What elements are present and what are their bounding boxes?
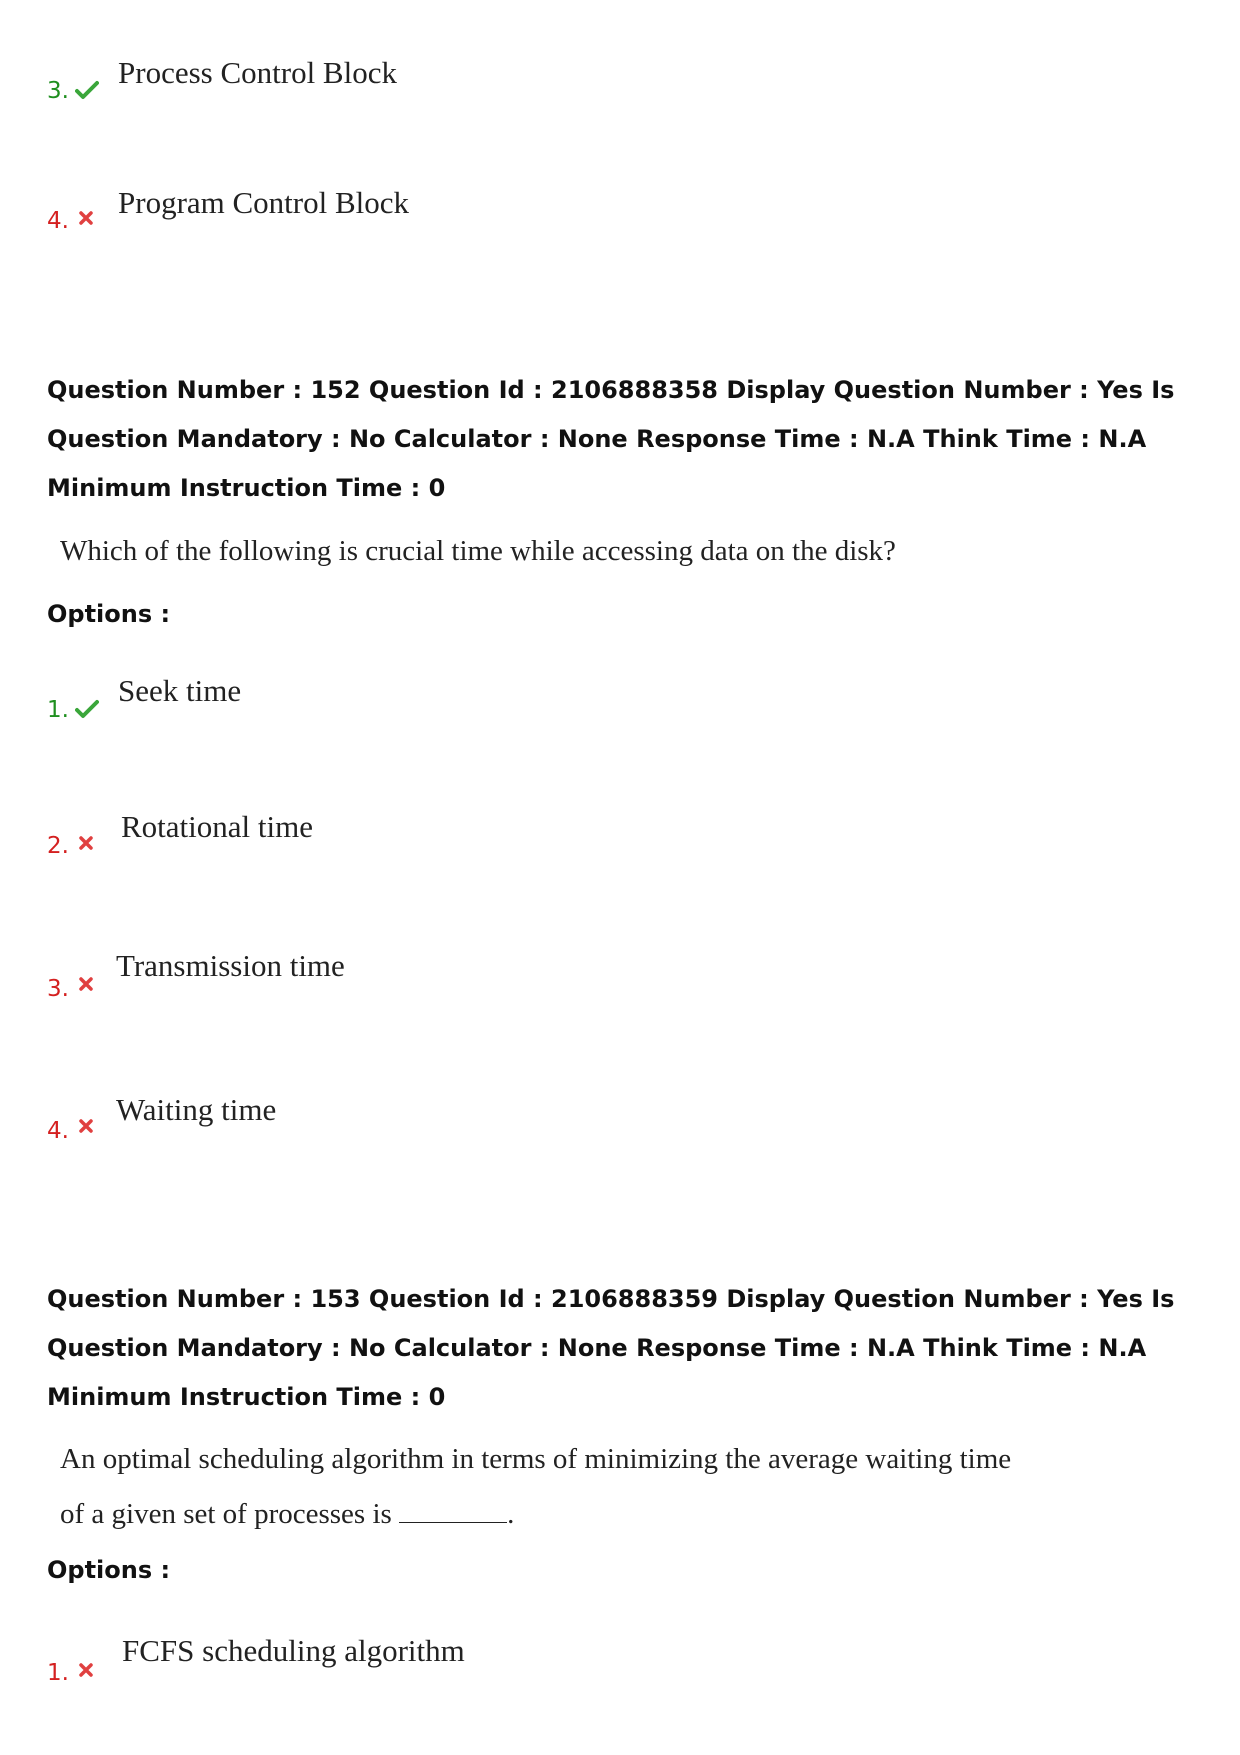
option-text: Rotational time [121,809,313,844]
check-mark-icon [75,699,99,719]
option-text: Program Control Block [118,185,410,220]
option-number: 3. [47,976,69,1002]
question-text-line-2 [60,1498,514,1531]
cross-mark-icon [78,210,94,226]
question-text: Which of the following is crucial time while accessing data on the disk? [60,535,896,567]
fill-in-blank [399,1521,507,1523]
cross-mark-icon [78,835,94,851]
options-label: Options : [47,600,171,628]
cross-mark-icon [78,976,94,992]
options-label: Options : [47,1556,171,1584]
question-text-line-2-end: . [507,1498,515,1530]
option-text: Waiting time [116,1092,277,1127]
question-text-line-2-start: of a given set of processes is [60,1498,392,1530]
question-meta: Question Number : 153 Question Id : 2106888359 Display Question Number : Yes Is Question Mandatory : No Calculator : None Response Time : N.A Think Time : N.A Minimum Instruction Time : 0 [47,1285,1175,1411]
option-number: 1. [47,697,69,723]
option-number: 4. [47,1118,69,1144]
option-number: 1. [47,1660,69,1686]
option-number: 4. [47,208,69,234]
option-text: FCFS scheduling algorithm [122,1633,465,1668]
option-text: Process Control Block [118,55,397,90]
option-text: Seek time [118,673,242,708]
option-text: Transmission time [116,948,345,983]
check-mark-icon [75,80,99,100]
option-number: 2. [47,833,69,859]
cross-mark-icon [78,1118,94,1134]
question-text-line-1: An optimal scheduling algorithm in terms of minimizing the average waiting time [60,1443,1012,1475]
cross-mark-icon [78,1662,94,1678]
question-meta: Question Number : 152 Question Id : 2106888358 Display Question Number : Yes Is Question Mandatory : No Calculator : None Response Time : N.A Think Time : N.A Minimum Instruction Time : 0 [47,376,1175,502]
option-number: 3. [47,78,69,104]
